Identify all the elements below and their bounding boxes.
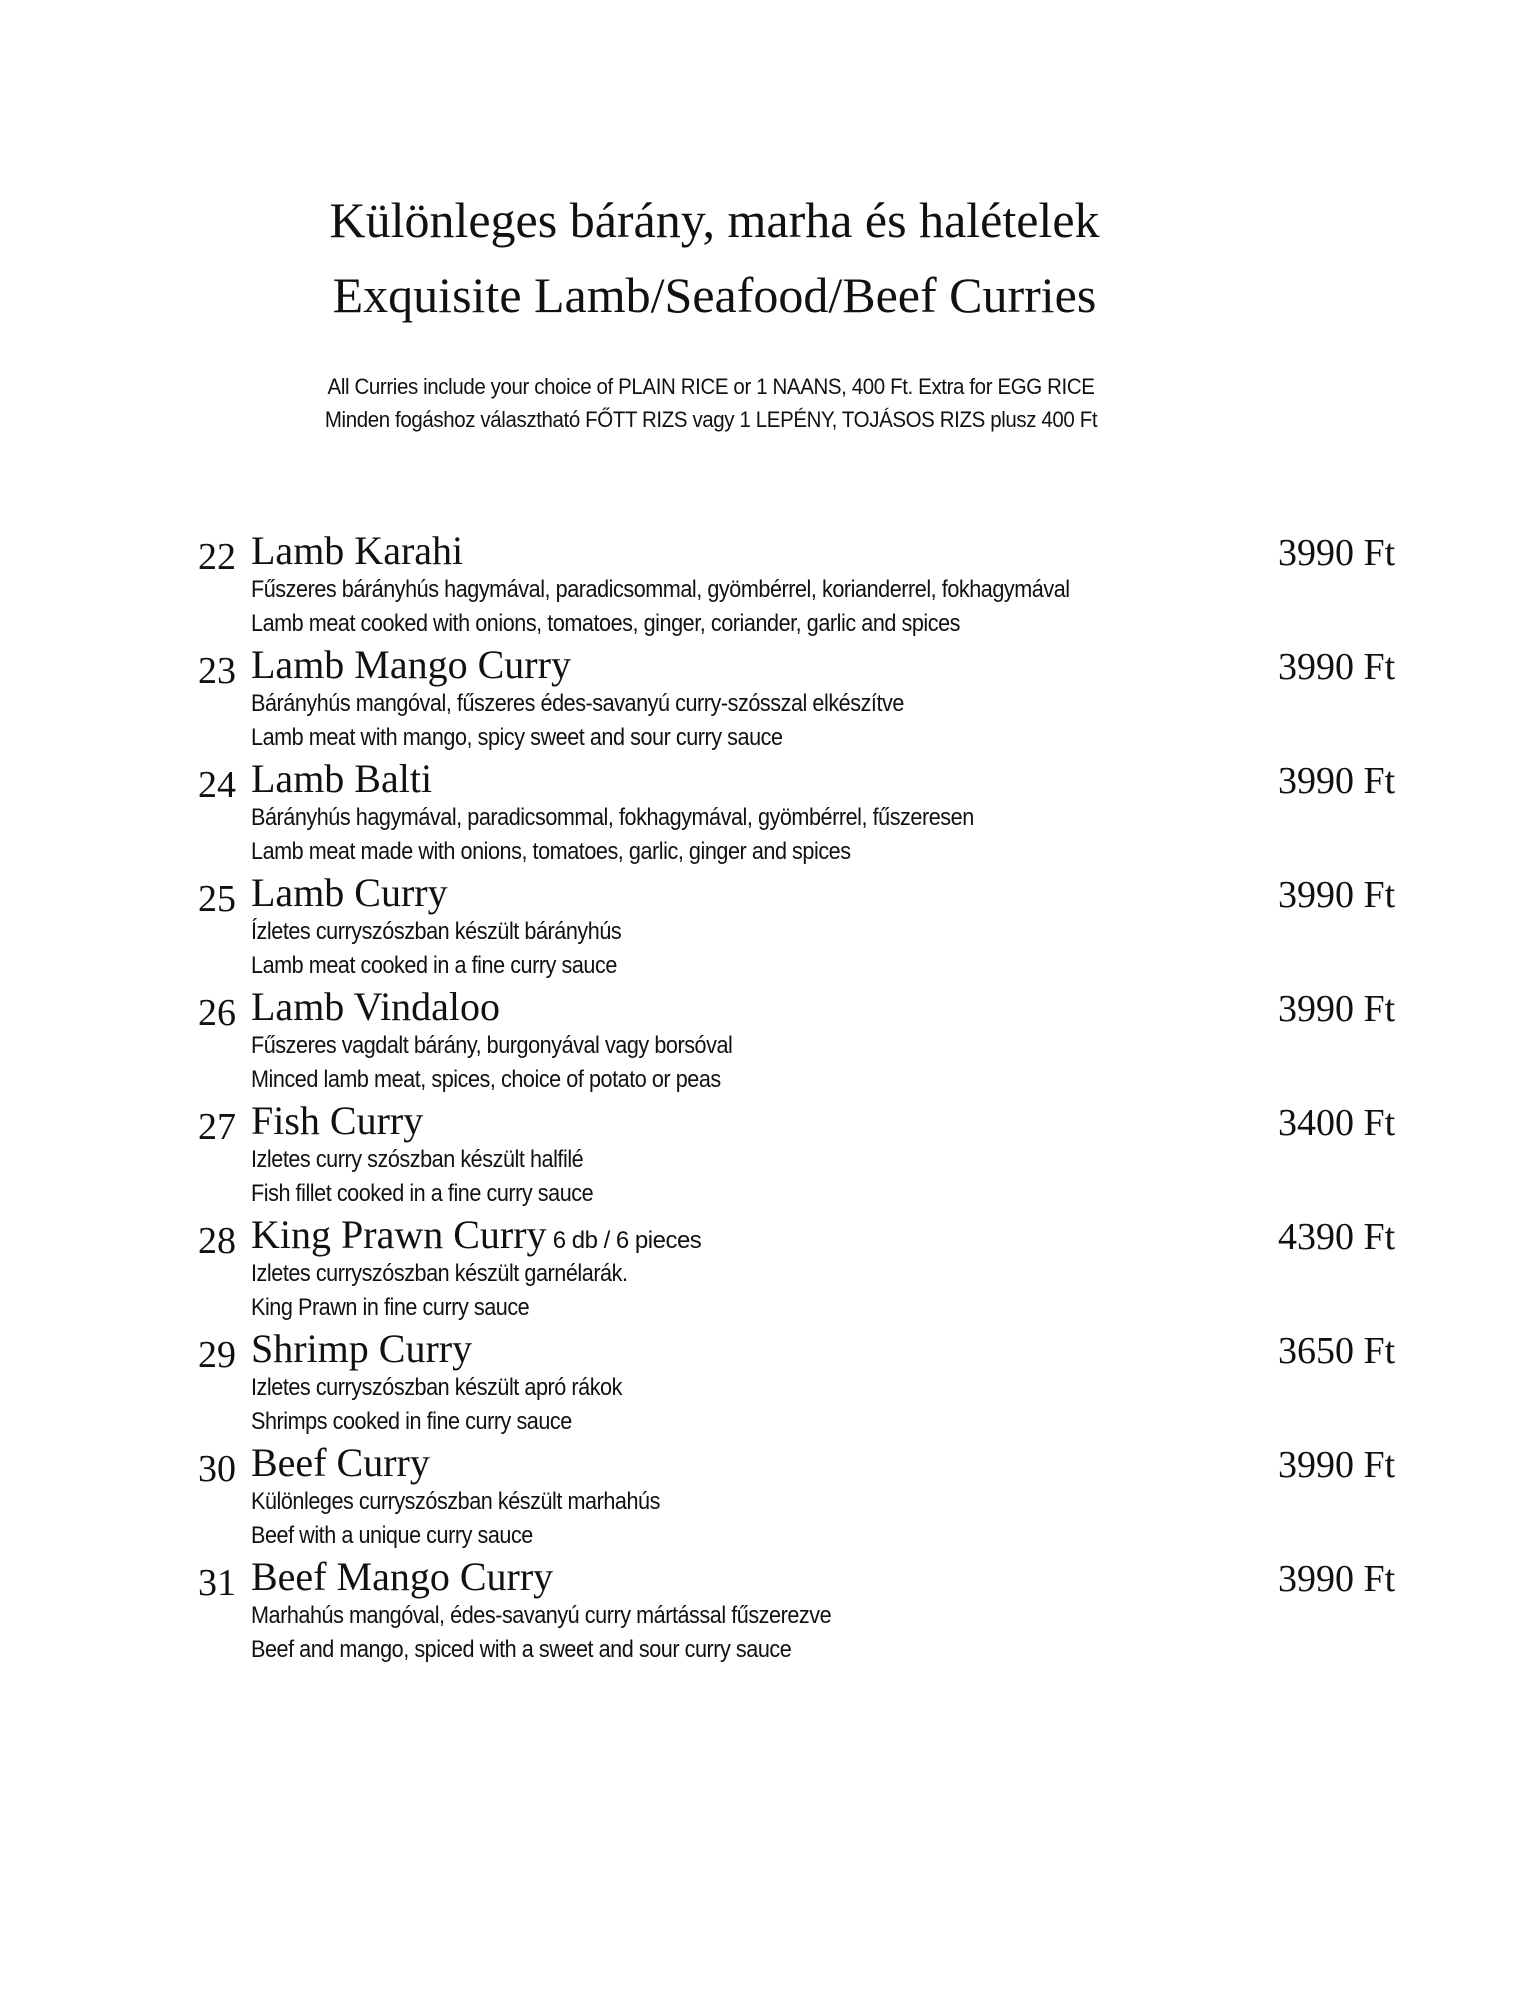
menu-items-list	[0, 526, 1539, 1666]
menu-item	[0, 640, 1539, 754]
item-description	[251, 1029, 732, 1097]
item-description-en: King Prawn in fine curry sauce	[251, 1294, 530, 1321]
item-price: 3990 Ft	[1278, 1558, 1396, 1600]
menu-item	[0, 1324, 1539, 1438]
menu-title	[0, 183, 1539, 333]
item-name-text: King Prawn Curry	[251, 1212, 547, 1257]
item-number: 24	[198, 764, 236, 806]
menu-item	[0, 868, 1539, 982]
item-number: 25	[198, 878, 236, 920]
item-description	[251, 573, 1070, 641]
item-name-text: Beef Mango Curry	[251, 1554, 554, 1599]
item-description	[251, 1485, 660, 1553]
item-number: 22	[198, 536, 236, 578]
title-english: Exquisite Lamb/Seafood/Beef Curries	[332, 267, 1097, 323]
item-name-text: Lamb Mango Curry	[251, 642, 571, 687]
item-description-hu: Izletes curry szószban készült halfilé	[251, 1146, 584, 1173]
item-price: 3990 Ft	[1278, 532, 1396, 574]
item-number: 28	[198, 1220, 236, 1262]
item-price: 3990 Ft	[1278, 1444, 1396, 1486]
item-name-text: Fish Curry	[251, 1098, 424, 1143]
item-description-hu: Izletes curryszószban készült apró rákok	[251, 1374, 622, 1401]
item-description-en: Beef and mango, spiced with a sweet and sour curry sauce	[251, 1636, 792, 1663]
item-description	[251, 687, 904, 755]
note-hungarian: Minden fogáshoz választható FŐTT RIZS vagy 1 LEPÉNY, TOJÁSOS RIZS plusz 400 Ft	[324, 407, 1098, 432]
item-number: 27	[198, 1106, 236, 1148]
note-english: All Curries include your choice of PLAIN RICE or 1 NAANS, 400 Ft. Extra for EGG RICE	[327, 374, 1095, 399]
item-description	[251, 801, 974, 869]
item-name-text: Beef Curry	[251, 1440, 430, 1485]
item-description-hu: Bárányhús hagymával, paradicsommal, fokhagymával, gyömbérrel, fűszeresen	[251, 804, 974, 831]
item-description-hu: Ízletes curryszószban készült bárányhús	[251, 918, 622, 945]
item-description-en: Lamb meat made with onions, tomatoes, garlic, ginger and spices	[251, 838, 851, 865]
item-description	[251, 915, 621, 983]
item-description-en: Lamb meat with mango, spicy sweet and sour curry sauce	[251, 724, 783, 751]
item-price: 3990 Ft	[1278, 760, 1396, 802]
item-price: 3990 Ft	[1278, 988, 1396, 1030]
item-portion: 6 db / 6 pieces	[546, 1227, 702, 1254]
item-description	[251, 1599, 831, 1667]
item-description	[251, 1371, 622, 1439]
item-description	[251, 1257, 628, 1325]
title-hungarian: Különleges bárány, marha és halételek	[329, 192, 1100, 248]
item-description-en: Lamb meat cooked with onions, tomatoes, ginger, coriander, garlic and spices	[251, 610, 961, 637]
item-number: 23	[198, 650, 236, 692]
item-description-en: Lamb meat cooked in a fine curry sauce	[251, 952, 617, 979]
item-price: 3990 Ft	[1278, 646, 1396, 688]
item-number: 30	[198, 1448, 236, 1490]
item-name-text: Shrimp Curry	[251, 1326, 473, 1371]
item-number: 29	[198, 1334, 236, 1376]
menu-item	[0, 1552, 1539, 1666]
item-description-en: Fish fillet cooked in a fine curry sauce	[251, 1180, 594, 1207]
item-name-text: Lamb Vindaloo	[251, 984, 501, 1029]
item-price: 3990 Ft	[1278, 874, 1396, 916]
item-price: 3650 Ft	[1278, 1330, 1396, 1372]
item-description-hu: Fűszeres bárányhús hagymával, paradicsommal, gyömbérrel, korianderrel, fokhagymával	[251, 576, 1070, 603]
item-description-hu: Izletes curryszószban készült garnélarák.	[251, 1260, 628, 1287]
menu-item	[0, 1438, 1539, 1552]
item-number: 31	[198, 1562, 236, 1604]
item-description-en: Shrimps cooked in fine curry sauce	[251, 1408, 572, 1435]
item-description-hu: Marhahús mangóval, édes-savanyú curry mártással fűszerezve	[251, 1602, 832, 1629]
item-price: 4390 Ft	[1278, 1216, 1396, 1258]
item-description-hu: Bárányhús mangóval, fűszeres édes-savanyú curry-szósszal elkészítve	[251, 690, 904, 717]
item-name-text: Lamb Curry	[251, 870, 448, 915]
menu-item	[0, 1210, 1539, 1324]
item-description-hu: Különleges curryszószban készült marhahús	[251, 1488, 660, 1515]
item-name-text: Lamb Karahi	[251, 528, 464, 573]
item-description	[251, 1143, 593, 1211]
item-number: 26	[198, 992, 236, 1034]
menu-item	[0, 526, 1539, 640]
rice-note	[47, 370, 1478, 436]
item-description-hu: Fűszeres vagdalt bárány, burgonyával vagy borsóval	[251, 1032, 733, 1059]
menu-item	[0, 1096, 1539, 1210]
item-name-text: Lamb Balti	[251, 756, 433, 801]
menu-item	[0, 982, 1539, 1096]
item-description-en: Minced lamb meat, spices, choice of potato or peas	[251, 1066, 721, 1093]
item-description-en: Beef with a unique curry sauce	[251, 1522, 533, 1549]
item-price: 3400 Ft	[1278, 1102, 1396, 1144]
menu-item	[0, 754, 1539, 868]
